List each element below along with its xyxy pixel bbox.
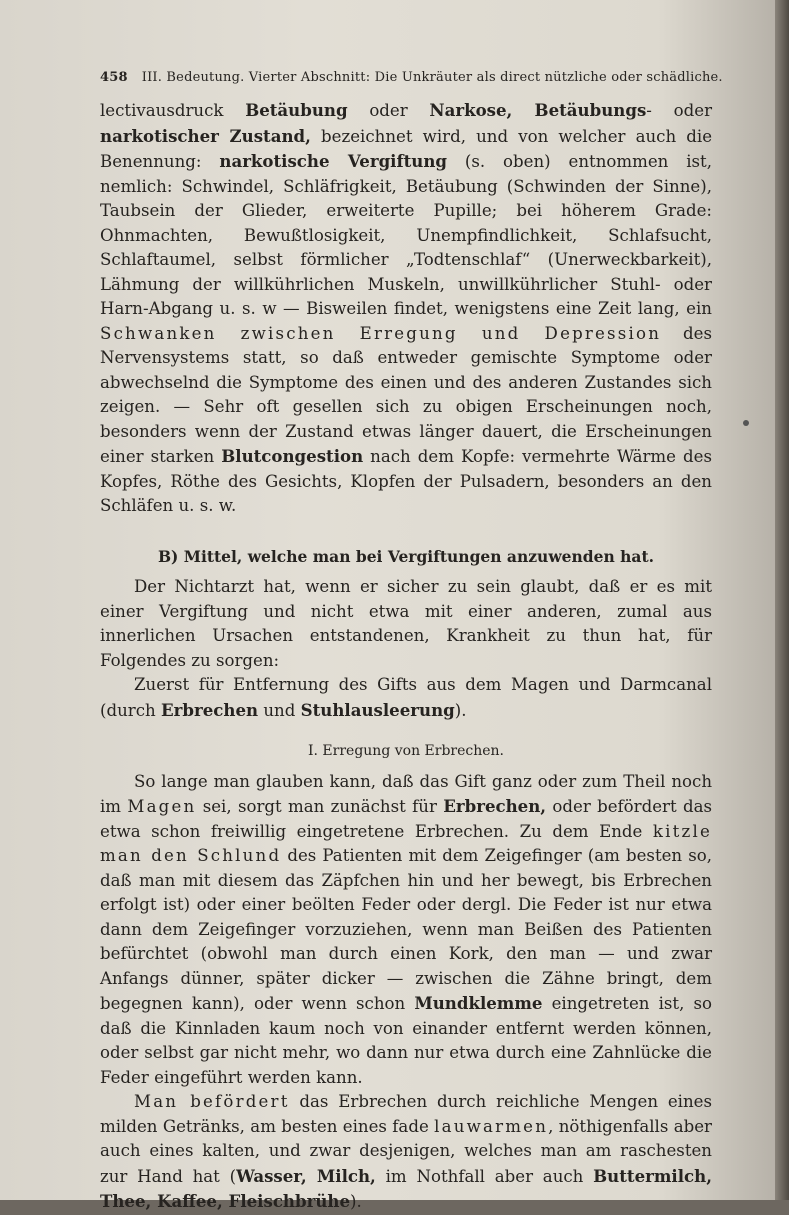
section-b-heading: B) Mittel, welche man bei Vergiftungen anzuwenden hat. xyxy=(157,546,655,566)
text-run: So lange man glauben kann, daß das Gift ganz oder zum Theil noch im xyxy=(100,771,712,816)
text-run: des Patienten mit dem Zeigefinger (am besten so, daß man mit diesem das Zäpfchen hin und her bewegt, bis Erbrechen erfolgt ist) oder einer beölten Feder oder dergl. Die Feder ist nur etwa dann dem Zeigefinger vorzuziehen, wenn man Beißen des Patienten befürchtet (obwohl man durch einen Kork, den man — und zwar Anfangs dünner, später dicker — zwischen die Zähne bringt, dem begegnen kann), oder wenn schon xyxy=(100,846,712,1013)
running-header xyxy=(100,70,723,85)
bold-term: Betäubung xyxy=(245,100,348,120)
bold-term: Narkose, Betäubungs xyxy=(429,100,647,120)
spaced-term: Man befördert xyxy=(134,1092,290,1111)
text-run: ). xyxy=(454,700,467,720)
bold-term: Erbrechen xyxy=(160,699,259,720)
paragraph-4 xyxy=(100,770,712,1091)
paragraph-2: Der Nichtarzt hat, wenn er sicher zu sein glaubt, daß er es mit einer Vergiftung und nicht etwa mit einer anderen, zumal aus innerlichen Ursachen entstandenen, Krankheit zu thun hat, für Folgendes zu sorgen: xyxy=(100,577,712,670)
page-number: 458 xyxy=(100,70,128,85)
bold-term: narkotische Vergiftung xyxy=(219,151,448,171)
text-run: eingetreten ist, so daß die Kinnladen kaum noch von einander entfernt werden können, oder selbst gar nicht mehr, wo dann nur etwa durch eine Zahnlücke die Feder eingeführt werden kann. xyxy=(100,994,712,1087)
text-run: Zuerst für Entfernung des Gifts aus dem Magen und Darmcanal (durch xyxy=(100,675,712,720)
text-run: lectivausdruck xyxy=(100,101,246,120)
bold-term: narkotischer Zustand, xyxy=(100,125,311,146)
text-run: ). xyxy=(350,1192,362,1211)
bold-term: Buttermilch, Thee, Kaffee, Fleischbrühe xyxy=(100,1165,712,1211)
bold-term: Mundklemme xyxy=(414,993,543,1013)
spaced-term: Schwanken zwischen Erregung und Depression xyxy=(100,323,662,343)
bold-term: Wasser, Milch, xyxy=(236,1165,376,1186)
spaced-term: kitzle man den Schlund xyxy=(100,821,712,865)
text-run: oder befördert das etwa schon freiwillig eingetretene Erbrechen. Zu dem Ende xyxy=(100,797,712,841)
text-run: sei, sorgt man zunächst für xyxy=(196,797,444,816)
text-run: bezeichnet wird, und von welcher auch die Benennung: xyxy=(100,126,713,171)
text-run: , nöthigenfalls aber auch eines kalten, und zwar desjenigen, welches man am raschesten zur Hand hat ( xyxy=(100,1116,712,1186)
ink-spot xyxy=(743,420,749,426)
text-run: des Nervensystems statt, so daß entweder gemischte Symptome oder abwechselnd die Symptome des einen und des anderen Zustandes sich zeigen. — Sehr oft gesellen sich zu obigen Erscheinungen noch, besonders wenn der Zustand etwas länger dauert, die Erscheinungen einer starken xyxy=(100,323,712,466)
paragraph-3 xyxy=(100,673,712,723)
paragraph-5 xyxy=(100,1090,712,1215)
bold-term: Blutcongestion xyxy=(221,446,364,466)
paragraph-1 xyxy=(100,98,712,519)
text-run: und xyxy=(258,700,301,720)
running-title: III. Bedeutung. Vierter Abschnitt: Die Unkräuter als direct nützliche oder schädliche. xyxy=(141,70,723,85)
bold-term: Stuhlausleerung xyxy=(300,699,455,720)
spaced-term: lauwarmen xyxy=(434,1116,549,1136)
text-run: - oder xyxy=(646,101,712,120)
text-run: nach dem Kopfe: vermehrte Wärme des Kopfes, Röthe des Gesichts, Klopfen der Pulsadern, besonders an den Schläfen u. s. w. xyxy=(100,447,712,515)
text-run: im Nothfall aber auch xyxy=(375,1166,594,1186)
text-run: (s. oben) entnommen ist, nemlich: Schwindel, Schläfrigkeit, Betäubung (Schwinden der Sinne), Taubsein der Glieder, erweiterte Pupille; bei höherem Grade: Ohnmachten, Bewußtlosigkeit, Unempfindlichkeit, Schlafsucht, Schlaftaumel, selbst förmlicher „Todtenschlaf“ (Unerweckbarkeit), Lähmung der willkührlichen Muskeln, unwillkührlicher Stuhl- oder Harn-Abgang u. s. w — Bisweilen findet, wenigstens eine Zeit lang, ein xyxy=(100,152,712,318)
body-text xyxy=(100,98,712,1215)
page-edge-shadow xyxy=(775,0,789,1200)
spaced-term: Magen xyxy=(127,797,197,816)
bold-term: Erbrechen, xyxy=(443,796,547,816)
text-run: das Erbrechen durch reichliche Mengen eines milden Getränks, am besten eines fade xyxy=(100,1092,712,1136)
text-run: oder xyxy=(347,101,430,120)
section-i-heading: I. Erregung von Erbrechen. xyxy=(308,743,504,759)
